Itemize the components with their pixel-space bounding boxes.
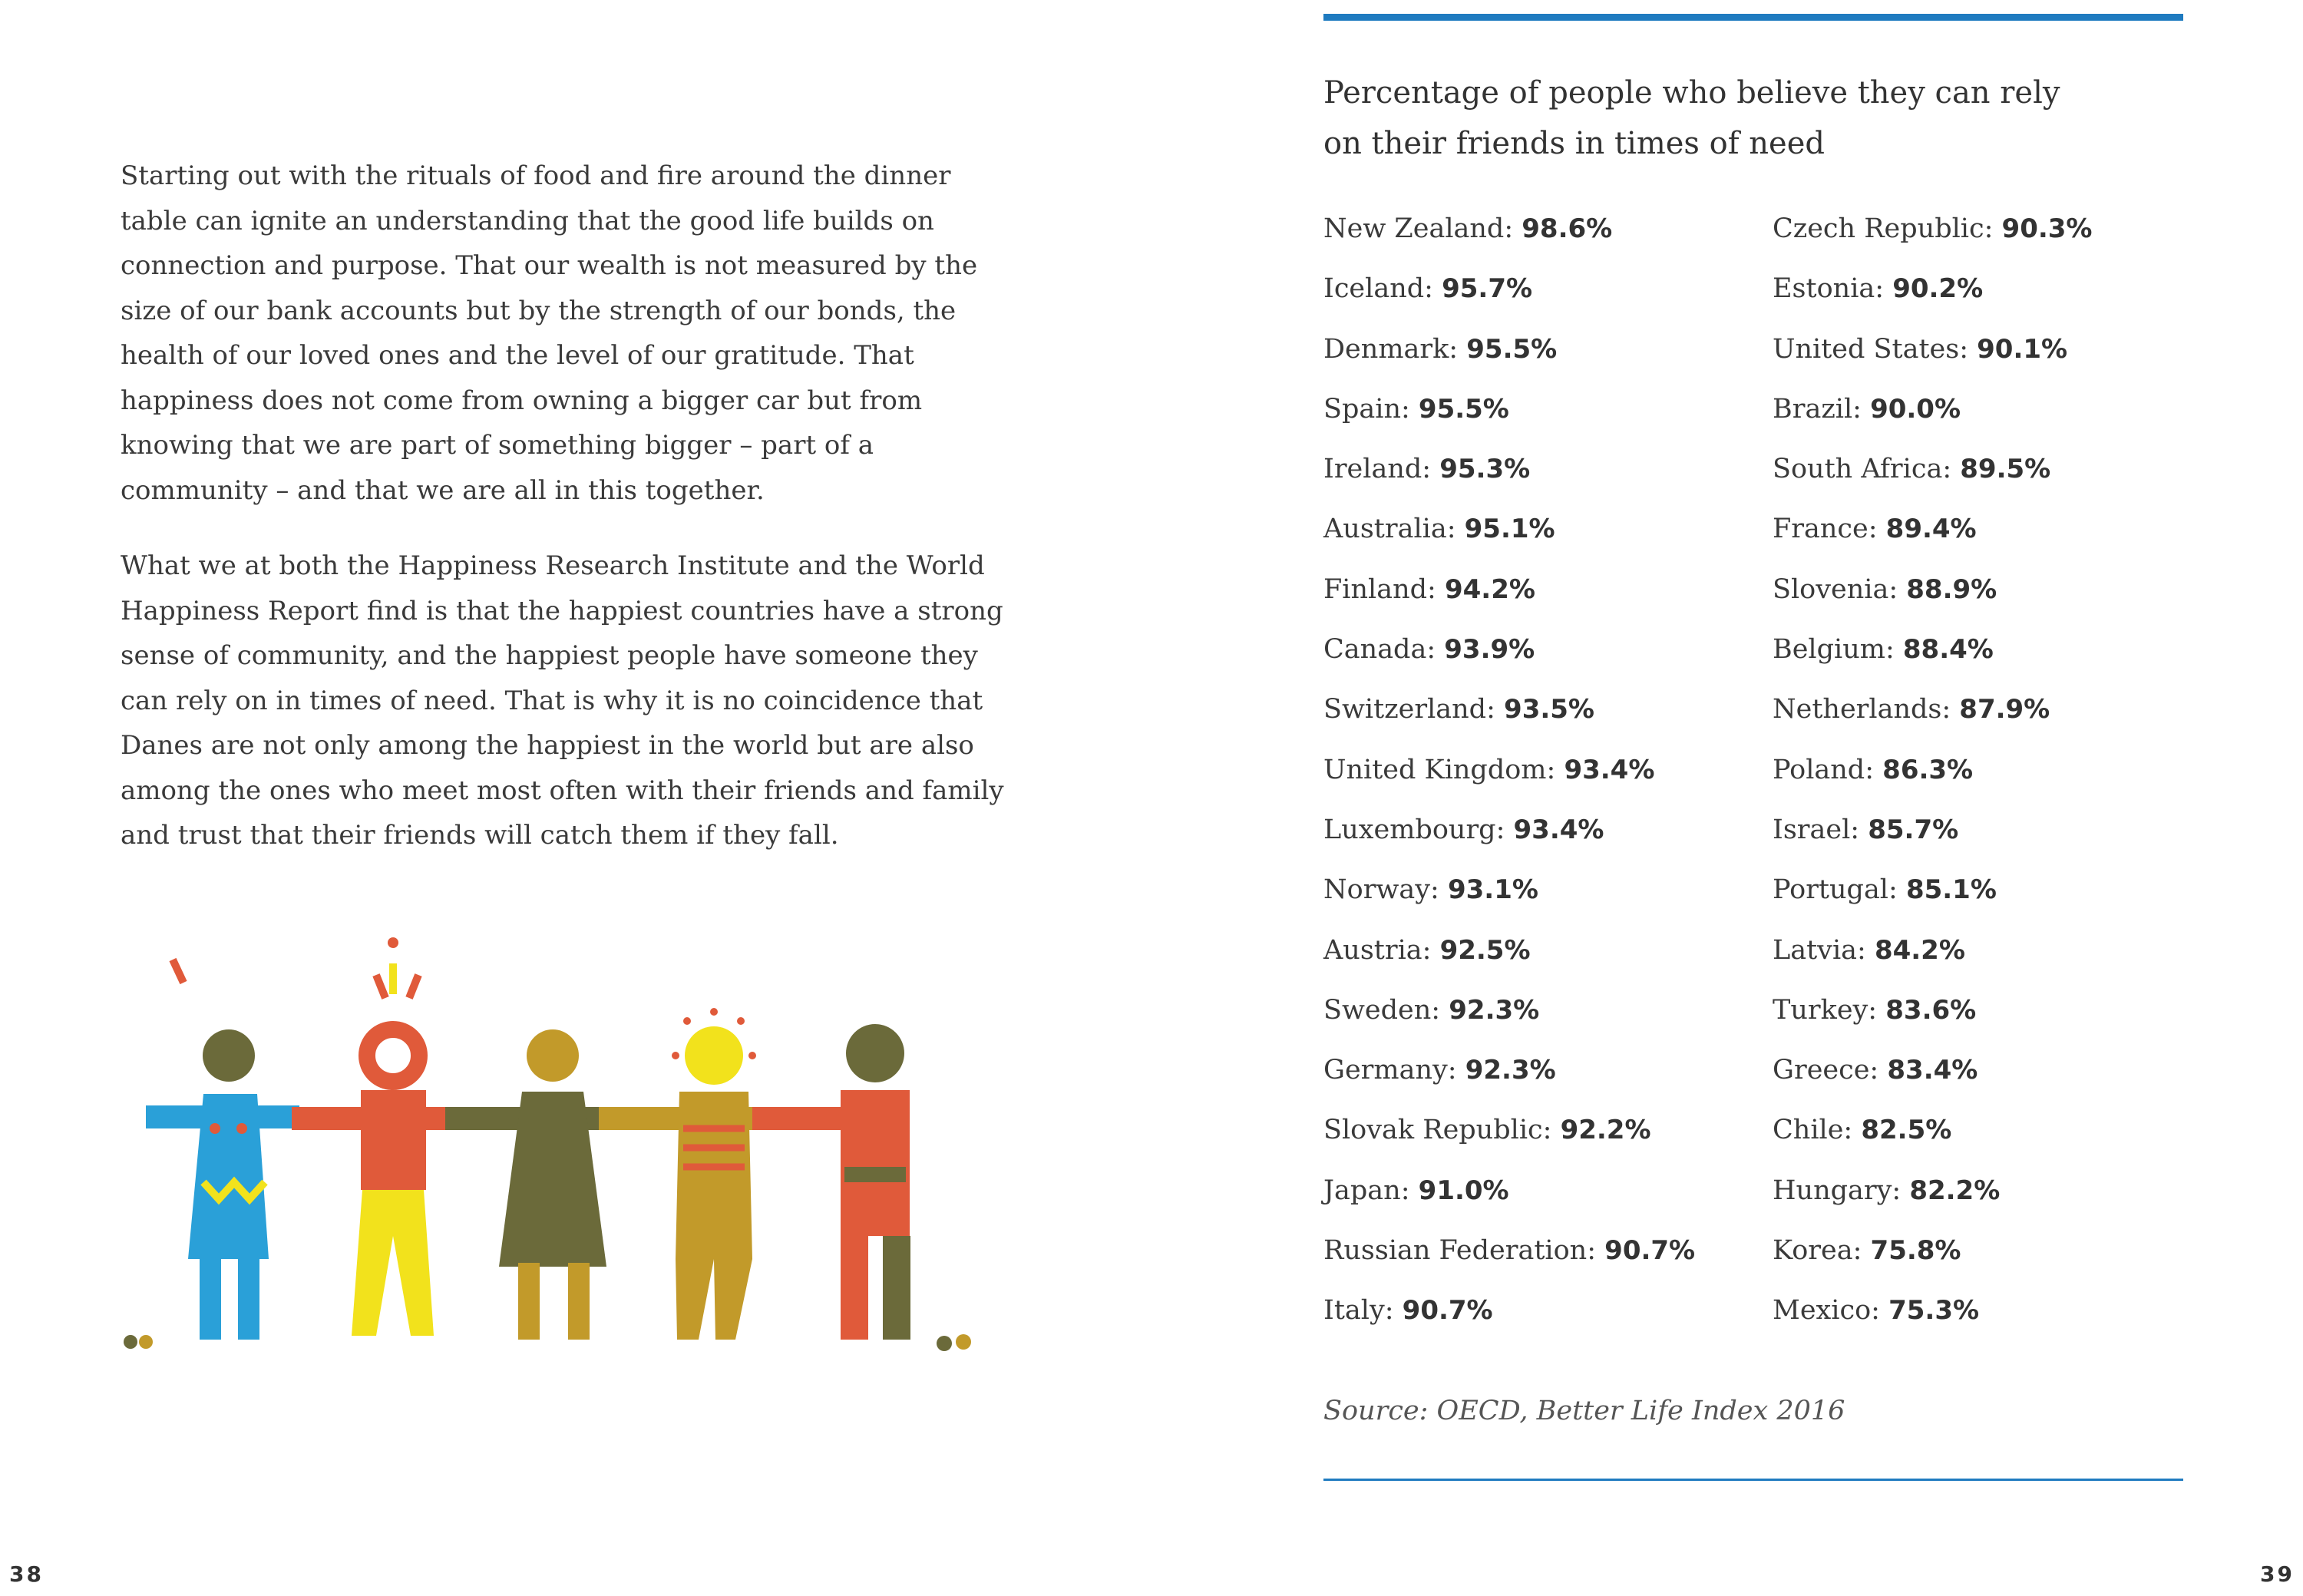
country-name: Portugal: [1773,874,1898,906]
country-name: Finland: [1323,573,1436,605]
list-item [1323,1109,1753,1168]
country-name: South Africa: [1773,454,1952,485]
country-name: United States: [1773,333,1968,365]
percentage-value: 90.1% [1977,333,2068,365]
percentage-value: 93.5% [1504,694,1594,725]
list-item [1323,1229,1753,1289]
list-item [1773,1289,2202,1349]
list-item [1323,1289,1753,1349]
source-note: Source: OECD, Better Life Index 2016 [1323,1396,1845,1426]
list-item [1773,989,2202,1049]
country-name: Denmark: [1323,333,1459,365]
list-item [1323,328,1753,388]
percentage-value: 82.5% [1861,1115,1952,1146]
percentage-value: 85.1% [1905,874,1997,906]
percentage-value: 86.3% [1882,754,1974,785]
country-name: Russian Federation: [1323,1235,1597,1267]
country-name: Switzerland: [1323,694,1495,725]
country-name: Israel: [1773,814,1860,845]
percentage-value: 90.0% [1870,393,1961,425]
list-item [1323,568,1753,628]
table-title: Percentage of people who believe they can rely on their friends in times of need [1323,75,2060,161]
percentage-value: 95.7% [1442,273,1533,305]
list-item [1323,868,1753,928]
list-item [1773,1049,2202,1109]
country-name: Ireland: [1323,454,1432,485]
page-number-left: 38 [9,1561,44,1587]
list-item [1773,328,2202,388]
list-item [1323,507,1753,567]
page-number-right: 39 [2260,1561,2295,1587]
country-name: Estonia: [1773,273,1885,305]
percentage-value: 90.7% [1402,1295,1493,1327]
list-item [1323,989,1753,1049]
country-name: Brazil: [1773,393,1862,425]
percentage-value: 93.4% [1564,754,1655,785]
percentage-value: 95.1% [1464,514,1555,545]
country-name: Slovak Republic: [1323,1115,1552,1146]
country-list-left [1323,207,1753,1350]
percentage-value: 92.2% [1560,1115,1651,1146]
paragraph-1: Starting out with the rituals of food and fire around the dinner table can ignite an understanding that the good life builds on connection and purpose. That our wealth is not measured by the size of our bank accounts but by the strength of our bonds, the health of our loved ones and the level of our gratitude. That happiness does not come from owning a bigger car but from knowing that we are part of something bigger – part of a community – and that we are all in this together. [121,160,978,506]
country-name: Chile: [1773,1115,1853,1146]
list-item [1323,748,1753,808]
country-name: Greece: [1773,1055,1879,1086]
list-item [1323,688,1753,748]
percentage-value: 88.9% [1906,573,1997,605]
country-name: Norway: [1323,874,1439,906]
percentage-value: 95.3% [1439,454,1531,485]
list-item [1323,388,1753,448]
country-name: New Zealand: [1323,213,1514,244]
country-name: Czech Republic: [1773,213,1994,244]
percentage-value: 91.0% [1418,1175,1509,1206]
percentage-value: 90.3% [2001,213,2093,244]
percentage-value: 87.9% [1959,694,2050,725]
country-name: Netherlands: [1773,694,1951,725]
list-item [1773,448,2202,507]
percentage-value: 82.2% [1909,1175,2001,1206]
list-item [1773,568,2202,628]
country-name: United Kingdom: [1323,754,1556,785]
list-item [1323,1049,1753,1109]
percentage-value: 98.6% [1522,213,1613,244]
country-name: Austria: [1323,934,1432,966]
list-item [1773,688,2202,748]
percentage-value: 92.3% [1465,1055,1556,1086]
country-name: Luxembourg: [1323,814,1505,845]
percentage-value: 75.8% [1870,1235,1961,1267]
list-item [1323,207,1753,267]
list-item [1773,808,2202,868]
percentage-value: 83.6% [1885,994,1977,1026]
list-item [1773,388,2202,448]
paragraph-2: What we at both the Happiness Research Institute and the World Happiness Report find is that the happiest countries have a strong sense of community, and the happiest people have someone they can rely on in times of need. That is why it is no coincidence that Danes are not only among the happiest in the world but are also among the ones who meet most often with their friends and family and trust that their friends will catch them if they fall. [121,550,1004,851]
country-name: Hungary: [1773,1175,1902,1206]
country-name: Poland: [1773,754,1875,785]
country-name: Japan: [1323,1175,1410,1206]
percentage-value: 93.1% [1447,874,1538,906]
country-list-right [1773,207,2202,1350]
list-item [1773,868,2202,928]
percentage-value: 93.4% [1513,814,1604,845]
percentage-value: 95.5% [1418,393,1509,425]
percentage-value: 83.4% [1887,1055,1978,1086]
list-item [1773,628,2202,688]
country-name: Australia: [1323,514,1456,545]
percentage-value: 84.2% [1874,934,1965,966]
list-item [1773,1109,2202,1168]
percentage-value: 95.5% [1466,333,1558,365]
list-item [1773,929,2202,989]
percentage-value: 90.2% [1892,273,1984,305]
list-item [1323,808,1753,868]
list-item [1323,267,1753,327]
list-item [1773,1229,2202,1289]
percentage-value: 75.3% [1888,1295,1980,1327]
country-name: Mexico: [1773,1295,1880,1327]
body-text [121,154,1011,889]
country-name: Korea: [1773,1235,1862,1267]
country-name: Iceland: [1323,273,1433,305]
country-name: Slovenia: [1773,573,1898,605]
list-item [1323,448,1753,507]
percentage-value: 88.4% [1902,634,1994,666]
percentage-value: 89.5% [1960,454,2051,485]
country-name: Latvia: [1773,934,1866,966]
list-item [1773,1169,2202,1229]
bottom-rule [1323,1479,2183,1481]
country-name: Sweden: [1323,994,1441,1026]
list-item [1323,1169,1753,1229]
list-item [1323,628,1753,688]
people-holding-hands-illustration [115,929,998,1359]
list-item [1773,748,2202,808]
country-name: Germany: [1323,1055,1457,1086]
percentage-value: 94.2% [1444,573,1535,605]
list-item [1773,267,2202,327]
percentage-value: 90.7% [1604,1235,1696,1267]
percentage-value: 89.4% [1885,514,1977,545]
percentage-value: 92.3% [1449,994,1540,1026]
percentage-value: 92.5% [1439,934,1531,966]
percentage-value: 85.7% [1868,814,1959,845]
country-name: Italy: [1323,1295,1394,1327]
country-name: Turkey: [1773,994,1878,1026]
country-name: Belgium: [1773,634,1895,666]
country-name: Canada: [1323,634,1436,666]
list-item [1773,507,2202,567]
country-name: Spain: [1323,393,1410,425]
top-rule [1323,14,2183,21]
percentage-value: 93.9% [1444,634,1535,666]
country-name: France: [1773,514,1878,545]
list-item [1323,929,1753,989]
list-item [1773,207,2202,267]
